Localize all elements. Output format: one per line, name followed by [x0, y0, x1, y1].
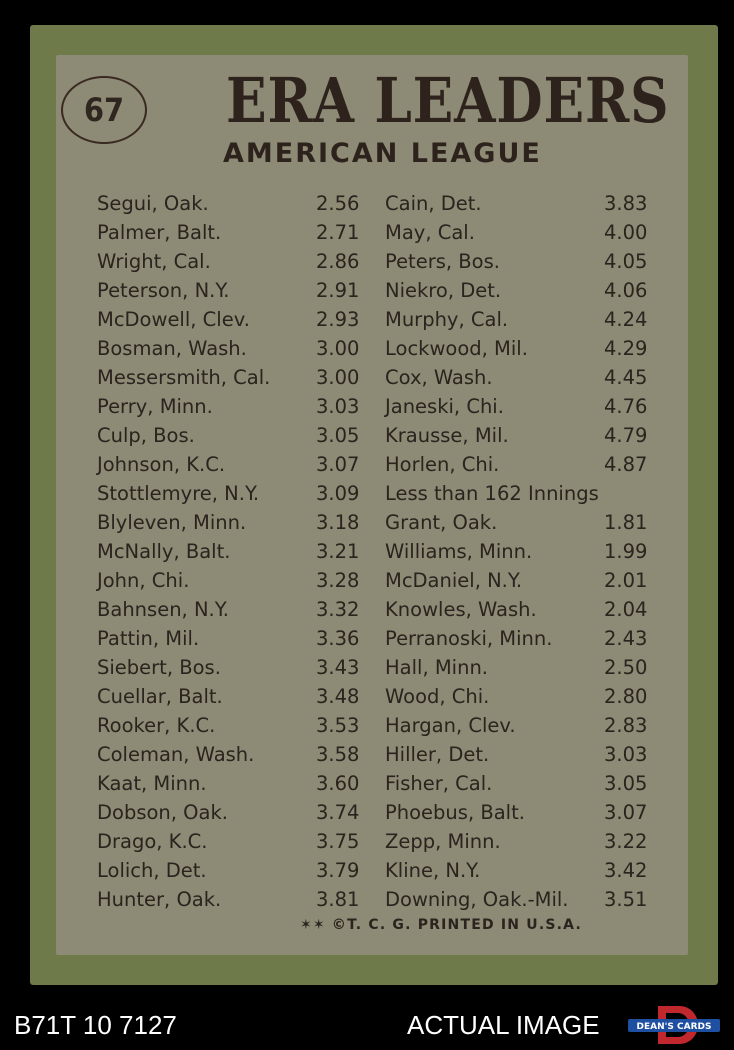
- era-value: 2.86: [316, 250, 360, 273]
- pitcher-name: Peterson, N.Y.: [97, 279, 230, 302]
- pitcher-name: Perry, Minn.: [97, 395, 213, 418]
- era-value: 3.21: [316, 540, 360, 563]
- pitcher-name: Phoebus, Balt.: [385, 801, 525, 824]
- era-value: 3.09: [316, 482, 360, 505]
- era-value: 2.50: [604, 656, 648, 679]
- pitcher-name: Downing, Oak.-Mil.: [385, 888, 569, 911]
- pitcher-name: Bosman, Wash.: [97, 337, 247, 360]
- pitcher-name: Lockwood, Mil.: [385, 337, 528, 360]
- pitcher-name: Cain, Det.: [385, 192, 482, 215]
- era-value: 4.24: [604, 308, 648, 331]
- pitcher-name: Culp, Bos.: [97, 424, 195, 447]
- pitcher-name: Messersmith, Cal.: [97, 366, 271, 389]
- pitcher-name: Cuellar, Balt.: [97, 685, 223, 708]
- pitcher-name: John, Chi.: [97, 569, 190, 592]
- copyright-line: ✶✶ ©T. C. G. PRINTED IN U.S.A.: [300, 917, 582, 933]
- era-value: 3.18: [316, 511, 360, 534]
- card-title: ERA LEADERS: [226, 64, 670, 137]
- pitcher-name: Drago, K.C.: [97, 830, 208, 853]
- era-value: 4.00: [604, 221, 648, 244]
- pitcher-name: Rooker, K.C.: [97, 714, 216, 737]
- pitcher-name: Niekro, Det.: [385, 279, 502, 302]
- era-value: 4.06: [604, 279, 648, 302]
- pitcher-name: McNally, Balt.: [97, 540, 231, 563]
- era-value: 3.51: [604, 888, 648, 911]
- pitcher-name: Hall, Minn.: [385, 656, 489, 679]
- footer-actual-image-label: ACTUAL IMAGE: [407, 1010, 600, 1040]
- era-value: 3.05: [604, 772, 648, 795]
- logo-text: DEAN'S CARDS: [636, 1022, 712, 1032]
- pitcher-name: Kaat, Minn.: [97, 772, 207, 795]
- era-value: 3.58: [316, 743, 360, 766]
- era-value: 3.05: [316, 424, 360, 447]
- pitcher-name: Krausse, Mil.: [385, 424, 509, 447]
- pitcher-name: Wood, Chi.: [385, 685, 490, 708]
- pitcher-name: Lolich, Det.: [97, 859, 207, 882]
- pitcher-name: Bahnsen, N.Y.: [97, 598, 229, 621]
- era-value: 2.71: [316, 221, 360, 244]
- pitcher-name: Horlen, Chi.: [385, 453, 500, 476]
- pitcher-name: Blyleven, Minn.: [97, 511, 247, 534]
- era-value: 3.79: [316, 859, 360, 882]
- pitcher-name: Kline, N.Y.: [385, 859, 481, 882]
- pitcher-name: Perranoski, Minn.: [385, 627, 553, 650]
- era-value: 3.75: [316, 830, 360, 853]
- card-number: 67: [61, 76, 147, 144]
- era-value: 4.05: [604, 250, 648, 273]
- era-value: 4.29: [604, 337, 648, 360]
- era-value: 3.28: [316, 569, 360, 592]
- era-value: 3.74: [316, 801, 360, 824]
- pitcher-name: Coleman, Wash.: [97, 743, 255, 766]
- pitcher-name: Hunter, Oak.: [97, 888, 222, 911]
- era-value: 1.99: [604, 540, 648, 563]
- era-value: 2.83: [604, 714, 648, 737]
- era-value: 4.45: [604, 366, 648, 389]
- era-value: 3.22: [604, 830, 648, 853]
- era-value: 3.42: [604, 859, 648, 882]
- pitcher-name: Segui, Oak.: [97, 192, 209, 215]
- pitcher-name: Hiller, Det.: [385, 743, 490, 766]
- era-value: 2.56: [316, 192, 360, 215]
- era-value: 2.43: [604, 627, 648, 650]
- pitcher-name: Stottlemyre, N.Y.: [97, 482, 260, 505]
- era-value: 3.00: [316, 366, 360, 389]
- pitcher-name: Palmer, Balt.: [97, 221, 222, 244]
- pitcher-name: Siebert, Bos.: [97, 656, 221, 679]
- era-value: 2.04: [604, 598, 648, 621]
- pitcher-name: Grant, Oak.: [385, 511, 498, 534]
- pitcher-name: Wright, Cal.: [97, 250, 211, 273]
- era-value: 3.43: [316, 656, 360, 679]
- era-value: 2.93: [316, 308, 360, 331]
- era-value: 3.07: [604, 801, 648, 824]
- pitcher-name: Zepp, Minn.: [385, 830, 501, 853]
- era-value: 3.60: [316, 772, 360, 795]
- era-value: 3.03: [316, 395, 360, 418]
- pitcher-name: Fisher, Cal.: [385, 772, 493, 795]
- deans-cards-logo: [628, 1004, 720, 1046]
- era-value: 3.48: [316, 685, 360, 708]
- era-value: 2.80: [604, 685, 648, 708]
- era-value: 4.87: [604, 453, 648, 476]
- card-subtitle: AMERICAN LEAGUE: [223, 138, 542, 169]
- era-value: 3.81: [316, 888, 360, 911]
- pitcher-name: Johnson, K.C.: [97, 453, 226, 476]
- pitcher-name: McDowell, Clev.: [97, 308, 250, 331]
- pitcher-name: Janeski, Chi.: [385, 395, 504, 418]
- era-value: 4.76: [604, 395, 648, 418]
- era-value: 3.07: [316, 453, 360, 476]
- pitcher-name: Cox, Wash.: [385, 366, 493, 389]
- era-value: 1.81: [604, 511, 648, 534]
- pitcher-name: Murphy, Cal.: [385, 308, 509, 331]
- era-value: 2.91: [316, 279, 360, 302]
- pitcher-name: Williams, Minn.: [385, 540, 533, 563]
- section-heading: Less than 162 Innings: [385, 482, 599, 505]
- footer-card-code: B71T 10 7127: [14, 1010, 177, 1040]
- era-value: 4.79: [604, 424, 648, 447]
- pitcher-name: Hargan, Clev.: [385, 714, 516, 737]
- era-value: 3.83: [604, 192, 648, 215]
- pitcher-name: May, Cal.: [385, 221, 475, 244]
- pitcher-name: Knowles, Wash.: [385, 598, 537, 621]
- pitcher-name: McDaniel, N.Y.: [385, 569, 523, 592]
- era-value: 3.53: [316, 714, 360, 737]
- era-value: 3.36: [316, 627, 360, 650]
- era-value: 3.32: [316, 598, 360, 621]
- pitcher-name: Peters, Bos.: [385, 250, 500, 273]
- pitcher-name: Pattin, Mil.: [97, 627, 200, 650]
- pitcher-name: Dobson, Oak.: [97, 801, 228, 824]
- era-value: 2.01: [604, 569, 648, 592]
- era-value: 3.03: [604, 743, 648, 766]
- era-value: 3.00: [316, 337, 360, 360]
